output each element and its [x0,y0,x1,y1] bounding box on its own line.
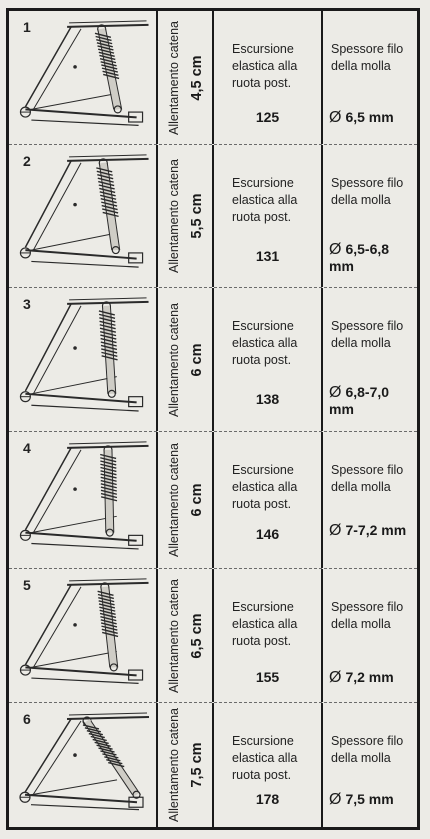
row-number: 1 [23,19,31,35]
row-number: 5 [23,577,31,593]
spring-wire-label: Spessore filo della molla [331,42,404,73]
table-row [9,703,417,827]
wheel-travel-cell [214,569,321,702]
spring-wire-cell [323,432,417,568]
spring-wire-text: 7-7,2 mm [345,522,407,538]
spring-wire-label: Spessore filo della molla [331,176,404,207]
spring-wire-cell [323,11,417,144]
swingarm-shock-diagram [9,11,156,144]
row-number: 6 [23,711,31,727]
table-row [9,11,417,145]
chain-slack-label: Allentamento catena [167,708,181,822]
wheel-travel-label: Escursione elastica alla ruota post. [232,734,298,782]
diameter-symbol: Ø [329,384,342,401]
diameter-symbol: Ø [329,109,342,126]
diameter-symbol: Ø [329,241,342,258]
spring-wire-value [329,669,417,686]
wheel-travel-cell [214,432,321,568]
swingarm-shock-diagram [9,145,156,287]
chain-slack-value: 6 cm [189,483,205,517]
table-row [9,569,417,703]
swingarm-shock-diagram [9,569,156,702]
wheel-travel-value: 155 [255,669,280,685]
table-row [9,432,417,569]
chain-slack-label: Allentamento catena [167,578,181,693]
spring-wire-value [329,241,417,275]
wheel-travel-value: 146 [255,526,280,542]
chain-slack-value: 7,5 cm [189,742,205,788]
chain-slack-label: Allentamento catena [167,159,181,273]
wheel-travel-cell [214,288,321,431]
wheel-travel-label: Escursione elastica alla ruota post. [232,319,298,367]
chain-slack-value: 5,5 cm [189,193,205,239]
spring-wire-label: Spessore filo della molla [331,463,404,494]
spring-wire-cell [323,288,417,431]
swingarm-drawing-cell [9,569,156,702]
swingarm-drawing-cell [9,11,156,144]
diameter-symbol: Ø [329,791,342,808]
swingarm-drawing-cell [9,288,156,431]
wheel-travel-value: 138 [255,391,280,407]
wheel-travel-value: 178 [255,791,280,807]
row-number: 4 [23,440,31,456]
table-row [9,145,417,288]
wheel-travel-cell [214,11,321,144]
spring-wire-text: 7,5 mm [345,791,394,807]
spring-wire-cell [323,145,417,287]
spring-wire-value [329,384,417,418]
spring-wire-value [329,109,417,126]
wheel-travel-label: Escursione elastica alla ruota post. [232,600,298,648]
wheel-travel-cell [214,145,321,287]
chain-slack-label: Allentamento catena [167,302,181,417]
spring-wire-text: 7,2 mm [345,669,394,685]
row-number: 2 [23,153,31,169]
spring-wire-text: 6,8-7,0 mm [329,384,390,417]
spring-wire-value [329,522,417,539]
spring-wire-label: Spessore filo della molla [331,600,404,631]
swingarm-drawing-cell [9,432,156,568]
diameter-symbol: Ø [329,522,342,539]
swingarm-shock-diagram [9,288,156,431]
chain-slack-cell [158,569,212,702]
swingarm-shock-diagram [9,703,156,827]
table-row [9,288,417,432]
chain-slack-value: 6,5 cm [189,612,205,659]
row-number: 3 [23,296,31,312]
chain-slack-cell [158,288,212,431]
spring-wire-text: 6,5-6,8 mm [329,241,390,274]
chain-slack-cell [158,145,212,287]
spring-wire-value [329,791,417,808]
wheel-travel-value: 125 [255,109,280,125]
chain-slack-value: 6 cm [189,342,205,377]
chain-slack-label: Allentamento catena [167,443,181,557]
swingarm-drawing-cell [9,703,156,827]
diameter-symbol: Ø [329,669,342,686]
spring-wire-cell [323,569,417,702]
wheel-travel-label: Escursione elastica alla ruota post. [232,42,298,90]
wheel-travel-cell [214,703,321,827]
spring-wire-cell [323,703,417,827]
swingarm-drawing-cell [9,145,156,287]
chain-slack-label: Allentamento catena [167,20,181,135]
chain-slack-cell [158,432,212,568]
wheel-travel-label: Escursione elastica alla ruota post. [232,176,298,224]
spring-wire-label: Spessore filo della molla [331,734,404,765]
spring-wire-text: 6,5 mm [345,109,394,125]
suspension-table [6,8,420,830]
wheel-travel-value: 131 [255,248,280,264]
chain-slack-cell [158,11,212,144]
chain-slack-cell [158,703,212,827]
spring-wire-label: Spessore filo della molla [331,319,404,350]
chain-slack-value: 4,5 cm [189,54,205,101]
swingarm-shock-diagram [9,432,156,568]
wheel-travel-label: Escursione elastica alla ruota post. [232,463,298,511]
